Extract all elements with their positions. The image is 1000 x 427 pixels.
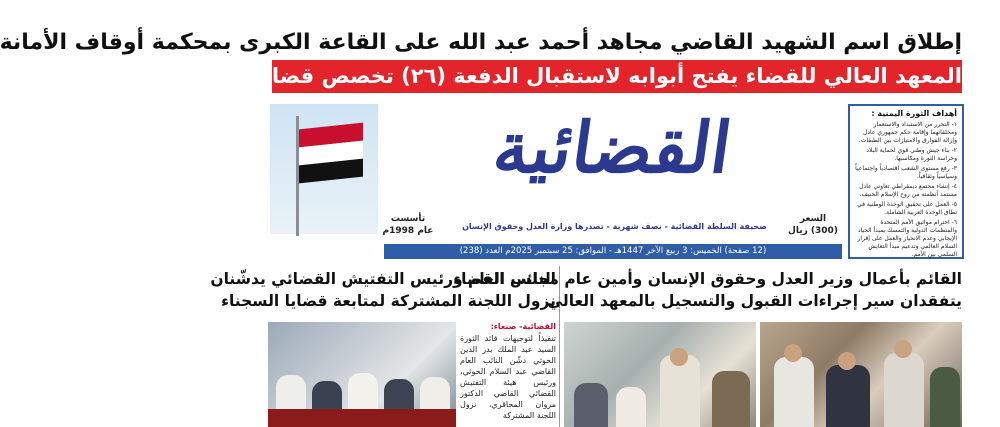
left-article-headline-line1: النائب العام ورئيس التفتيش القضائي يدشّنان [210, 270, 556, 288]
right-article-headline [453, 268, 962, 312]
founded-year: عام 1998م [382, 226, 434, 236]
right-article-headline-line1: القائم بأعمال وزير العدل وحقوق الإنسان وأمين عام مجلس القضاء [453, 270, 962, 288]
yemen-flag-photo [270, 104, 378, 234]
goals-title: أهداف الثورة اليمنية : [871, 109, 957, 118]
price-label: السعر [799, 214, 827, 224]
masthead-subtitle: صحيفة السلطة القضائية - نصف شهرية - تصدرها وزارة العدل وحقوق الإنسان [462, 222, 767, 231]
red-banner-headline: المعهد العالي للقضاء يفتح أبوابه لاستقبال الدفعة (٢٦) تخصص قضاء [272, 60, 962, 93]
goal-item: ٥- العمل على تحقيق الوحدة الوطنية في نطاق الوحدة العربية الشاملة. [857, 201, 957, 216]
founded-label: تأسست [390, 214, 426, 224]
goal-item: ١- التحرر من الاستبداد والاستعمار ومخلفاتهما وإقامة حكم جمهوري عادل وإزالة الفوارق والامتيازات بين الطبقات. [858, 121, 957, 144]
article-body: تنفيذاً لتوجيهات قائد الثورة السيد عبد الملك بدر الدين الحوثي دشّن النائب العام القاضي عبد السلام الحوثي، ورئيس هيئة التفتيش القضائي القاضي الدكتور مروان المحاقري، نزول اللجنة المشتركة [460, 334, 556, 420]
left-article-headline-line2: نزول اللجنة المشتركة لمتابعة قضايا السجناء [221, 292, 556, 310]
article-byline: القضائية- صنعاء: [490, 322, 556, 331]
newspaper-masthead: القضائية [488, 106, 737, 189]
goal-item: ٦- احترام مواثيق الأمم المتحدة والمنظمات الدولية والتمسك بمبدأ الحياد الإيجابي وعدم الانحياز والعمل على إقرار السلام العالمي وتدعيم مبدأ التعايش السلمي بين الأمم. [857, 219, 957, 258]
registration-hall-photo [564, 322, 756, 427]
price-value: (300) ريال [788, 226, 838, 236]
joint-committee-photo [268, 322, 456, 427]
goal-item: ٢- بناء جيش وطني قوي لحماية البلاد وحراسة الثورة ومكاسبها. [866, 147, 957, 162]
goal-item: ٣- رفع مستوى الشعب اقتصادياً واجتماعياً وسياسياً وثقافياً. [855, 165, 957, 180]
issue-info-bar: (12 صفحة) الخميس: 3 ربيع الآخر 1447هـ - الموافق: 25 سبتمبر 2025م العدد (238) [384, 244, 842, 259]
price-info [788, 213, 838, 237]
yemen-flag-icon [299, 123, 363, 184]
founded-info [382, 213, 434, 237]
left-article-text [460, 322, 556, 427]
right-article-headline-line2: يتفقدان سير إجراءات القبول والتسجيل بالمعهد العالي [547, 292, 962, 310]
left-article-headline [210, 268, 556, 312]
goal-item: ٤- إنشاء مجتمع ديمقراطي تعاوني عادل مستمد أنظمته من روح الإسلام الحنيف. [859, 183, 957, 198]
officials-meeting-photo [760, 322, 962, 427]
revolution-goals-box [848, 104, 964, 259]
top-headline: إطلاق اسم الشهيد القاضي مجاهد أحمد عبد الله على القاعة الكبرى بمحكمة أوقاف الأمانة [0, 30, 962, 55]
